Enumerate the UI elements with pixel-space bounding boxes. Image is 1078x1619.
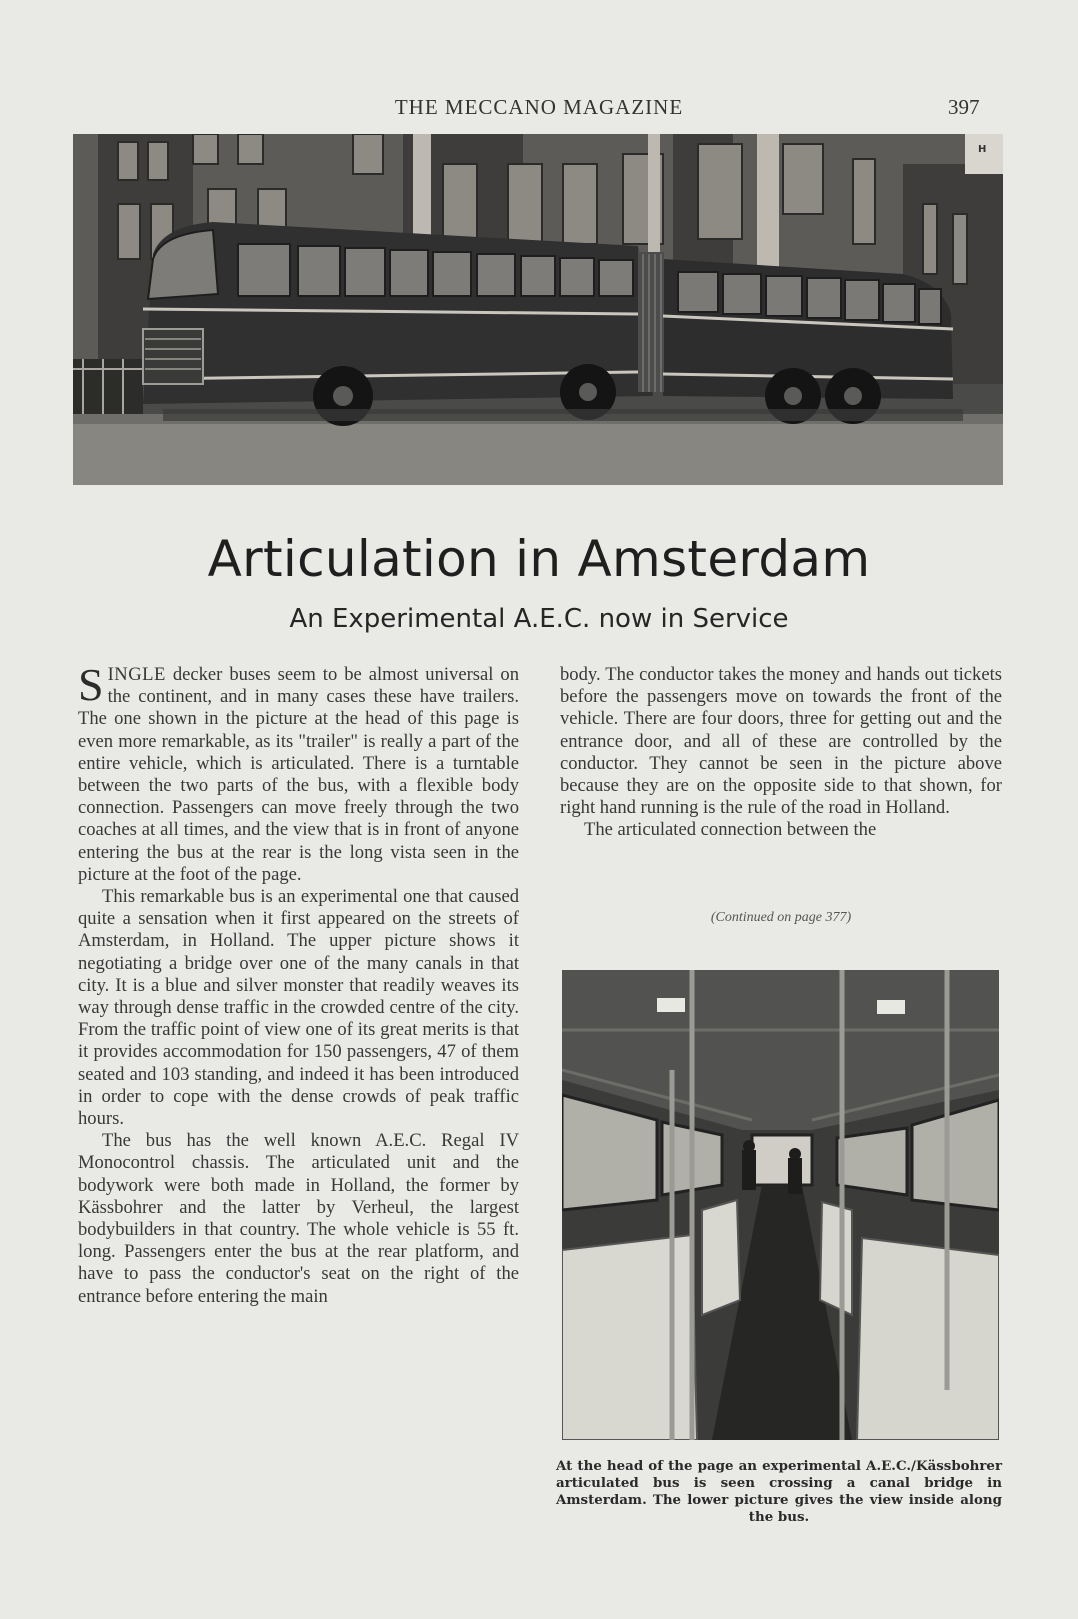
interior-photo-drawing bbox=[562, 970, 999, 1440]
article-column-right bbox=[560, 664, 1002, 842]
article-column-left bbox=[78, 659, 519, 1308]
articulated-bus-photo bbox=[73, 134, 1003, 485]
page-number: 397 bbox=[948, 95, 980, 119]
running-head: THE MECCANO MAGAZINE bbox=[394, 95, 684, 119]
photo-caption: At the head of the page an experimental A.E.C./Kässbohrer articulated bus is seen crossing a canal bridge in Amsterdam. The lower picture gives the view inside along the bus. bbox=[556, 1458, 1002, 1525]
article-paragraph-1 bbox=[78, 659, 519, 886]
article-title: Articulation in Amsterdam bbox=[207, 530, 871, 588]
ceiling-light-right bbox=[877, 1000, 905, 1014]
article-paragraph-2: This remarkable bus is an experimental one that caused quite a sensation when it first appeared on the streets of Amsterdam, in Holland. The upper picture shows it negotiating a bridge over one of the many canals in that city. It is a blue and silver monster that readily weaves its way through dense traffic in the crowded centre of the city. From the traffic point of view one of its great merits is that it provides accommodation for 150 passengers, 47 of them seated and 103 standing, and indeed it has been introduced in order to cope with the dense crowds of peak traffic hours. bbox=[78, 886, 519, 1130]
opening-word: INGLE bbox=[107, 664, 166, 685]
drop-cap: S bbox=[78, 659, 104, 710]
paragraph-1-text: decker buses seem to be almost universal on the continent, and in many cases these have trailers. The one shown in the picture at the head of this page is even more remarkable, as its "trailer" is really a part of the entire vehicle, which is articulated. There is a turntable between the two parts of the bus, with a flexible body connection. Passengers can move freely through the two coaches at all times, and the view that is in front of anyone entering the bus at the rear is the long vista seen in the picture at the foot of the page. bbox=[78, 664, 519, 885]
article-paragraph-4: body. The conductor takes the money and hands out tickets before the passengers move on towards the front of the vehicle. There are four doors, three for getting out and the entrance door, and all of these are controlled by the conductor. They cannot be seen in the picture above because they are on the opposite side to that shown, for right hand running is the rule of the road in Holland. bbox=[560, 664, 1002, 819]
continued-note: (Continued on page 377) bbox=[710, 910, 852, 925]
shop-sign-text: H bbox=[978, 144, 987, 155]
article-paragraph-3: The bus has the well known A.E.C. Regal IV Monocontrol chassis. The articulated unit and the bodywork were both made in Holland, the former by Kässbohrer and the latter by Verheul, the largest bodybuilders in that country. The whole vehicle is 55 ft. long. Passengers enter the bus at the rear platform, and have to pass the conductor's seat on the right of the entrance before entering the main bbox=[78, 1130, 519, 1307]
bus-photo-drawing bbox=[73, 134, 1003, 485]
article-subtitle: An Experimental A.E.C. now in Service bbox=[289, 604, 789, 634]
article-paragraph-5: The articulated connection between the bbox=[584, 819, 877, 841]
ceiling-light-left bbox=[657, 998, 685, 1012]
bus-interior-photo bbox=[562, 970, 999, 1440]
